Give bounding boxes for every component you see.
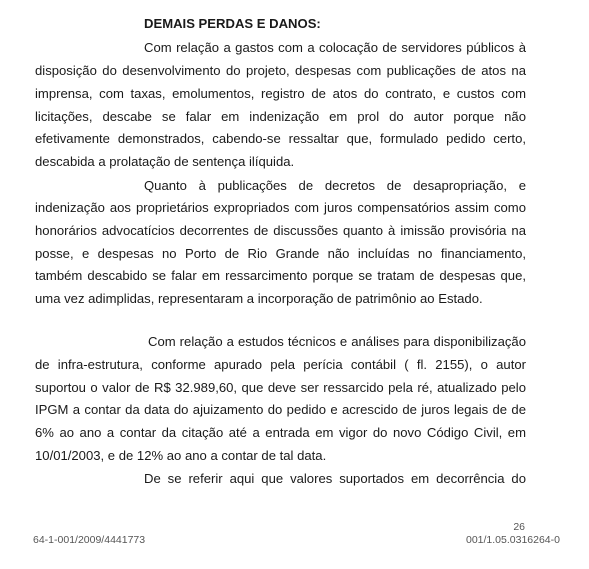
paragraph-line: Com relação a estudos técnicos e análises para disponibilização — [148, 334, 526, 349]
paragraph-line: Com relação a gastos com a colocação de servidores públicos à — [144, 40, 526, 55]
paragraph-line: efetivamente demonstrados, cabendo-se ressaltar que, formulado pedido certo, — [35, 131, 526, 146]
paragraph-line: Quanto à publicações de decretos de desapropriação, e — [144, 178, 526, 193]
footer-left-code: 64-1-001/2009/4441773 — [33, 534, 146, 546]
paragraph-line: de infra-estrutura, conforme apurado pela perícia contábil ( fl. 2155), o autor — [35, 357, 526, 372]
section-heading: DEMAIS PERDAS E DANOS: — [144, 16, 321, 31]
paragraph-line: imprensa, com taxas, emolumentos, registro de atos do contrato, e custos com — [35, 86, 526, 101]
paragraph-line: suportou o valor de R$ 32.989,60, que deve ser ressarcido pela ré, atualizado pelo — [35, 380, 526, 395]
paragraph-line: uma vez adimplidas, representaram a incorporação de patrimônio ao Estado. — [35, 291, 483, 306]
paragraph-line: posse, e despesas no Porto de Rio Grande não incluídas no financiamento, — [35, 246, 526, 261]
paragraph-line: 10/01/2003, e de 12% ao ano a contar de tal data. — [35, 448, 327, 463]
paragraph-line: indenização aos proprietários expropriados com juros compensatórios assim como — [35, 200, 526, 215]
paragraph-line: IPGM a contar da data do ajuizamento do pedido e acrescido de juros legais de de — [35, 402, 526, 417]
footer-right-code: 001/1.05.0316264-0 — [465, 534, 560, 546]
paragraph-line: descabida a prolatação de sentença ilíquida. — [35, 154, 295, 169]
paragraph-line: disposição do desenvolvimento do projeto, despesas com publicações de atos na — [35, 63, 526, 78]
paragraph-line: 6% ao ano a contar da citação até a entrada em vigor do novo Código Civil, em — [35, 425, 526, 440]
paragraph-line: licitações, descabe se falar em indenização em prol do autor porque não — [35, 109, 526, 124]
paragraph-line: De se referir aqui que valores suportados em decorrência do — [144, 471, 526, 486]
paragraph-line: honorários advocatícios decorrentes de discussões quanto à imissão provisória na — [35, 223, 526, 238]
page-number: 26 — [513, 521, 525, 533]
paragraph-line: também descabido se falar em ressarcimento porque se tratam de despesas que, — [35, 268, 526, 283]
